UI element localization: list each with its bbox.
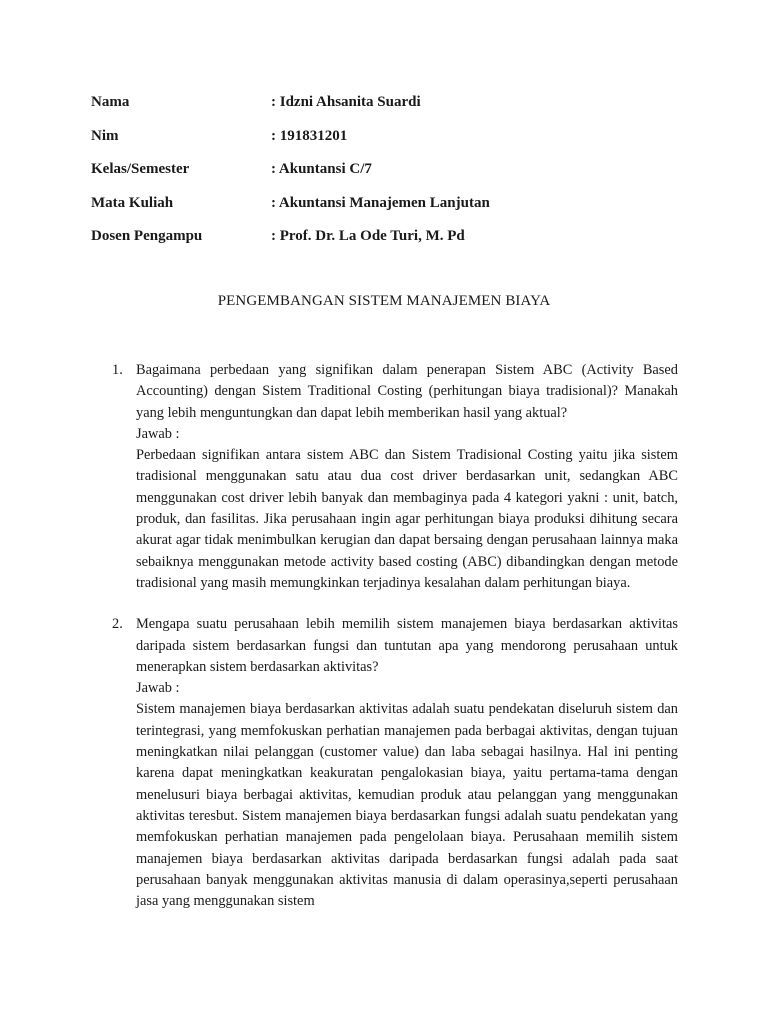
info-row-name bbox=[91, 92, 691, 126]
answer-label: Jawab : bbox=[136, 680, 180, 697]
answer-text: Sistem manajemen biaya berdasarkan aktivitas adalah suatu pendekatan diseluruh sistem dan terintegrasi, yang memfokuskan perhatian manajemen pada berbagai aktivitas, dengan tujuan meningkatkan nilai pelanggan (customer value) dan laba sebagai hasilnya. Hal ini penting karena dapat meningkatkan keakuratan pengalokasian biaya, yaitu pertama-tama dengan menelusuri biaya berbagai aktivitas, kemudian produk atau pelanggan yang menggunakan aktivitas teresbut. Sistem manajemen biaya berdasarkan fungsi adalah suatu pendekatan yang memfokuskan perhatian manajemen pada pengelolaan biaya. Perusahaan memilih sistem manajemen biaya berdasarkan aktivitas daripada berdasarkan fungsi adalah pada saat perusahaan banyak menggunakan aktivitas manusia di dalam operasinya,seperti perusahaan jasa yang menggunakan sistem bbox=[136, 701, 678, 910]
info-row-lecturer bbox=[91, 226, 691, 260]
info-value: : Akuntansi C/7 bbox=[271, 161, 372, 177]
question-text: Mengapa suatu perusahaan lebih memilih sistem manajemen biaya berdasarkan aktivitas daripada sistem berdasarkan fungsi dan tuntutan apa yang mendorong perusahaan untuk menerapkan sistem berdasarkan aktivitas? bbox=[136, 616, 678, 675]
info-value: : Akuntansi Manajemen Lanjutan bbox=[271, 194, 490, 211]
question-item bbox=[112, 360, 678, 594]
question-item bbox=[112, 614, 678, 912]
document-title: PENGEMBANGAN SISTEM MANAJEMEN BIAYA bbox=[217, 293, 551, 309]
info-row-course bbox=[91, 193, 691, 227]
question-list bbox=[112, 360, 678, 912]
info-value: : 191831201 bbox=[271, 127, 348, 144]
info-label: Kelas/Semester bbox=[91, 161, 190, 177]
answer-text: Perbedaan signifikan antara sistem ABC dan Sistem Tradisional Costing yaitu jika sistem tradisional menggunakan satu atau dua cost driver berdasarkan unit, sedangkan ABC menggunakan cost driver lebih banyak dan membaginya pada 4 kategori yakni : unit, batch, produk, dan fasilitas. Jika perusahaan ingin agar perhitungan biaya produksi dihitung secara akurat agar tidak menimbulkan kerugian dan dapat bersaing dengan perusahaan lainnya maka sebaiknya menggunakan metode activity based costing (ABC) dibandingkan dengan metode tradisional yang masih memungkinkan terjadinya kesalahan dalam perhitungan biaya. bbox=[136, 447, 678, 591]
info-value: : Prof. Dr. La Ode Turi, M. Pd bbox=[271, 228, 465, 244]
info-row-nim bbox=[91, 126, 691, 160]
student-info-table bbox=[91, 92, 691, 260]
question-number: 1. bbox=[112, 362, 123, 378]
info-label: Nim bbox=[91, 127, 119, 144]
info-label: Mata Kuliah bbox=[91, 194, 174, 211]
question-text: Bagaimana perbedaan yang signifikan dalam penerapan Sistem ABC (Activity Based Accounting) dengan Sistem Traditional Costing (perhitungan biaya tradisional)? Manakah yang lebih menguntungkan dan dapat lebih memberikan hasil yang aktual? bbox=[136, 362, 678, 421]
info-label: Nama bbox=[91, 94, 130, 110]
question-number: 2. bbox=[112, 616, 123, 633]
info-value: : Idzni Ahsanita Suardi bbox=[271, 94, 421, 110]
info-row-class bbox=[91, 159, 691, 193]
info-label: Dosen Pengampu bbox=[91, 228, 203, 244]
answer-label: Jawab : bbox=[136, 425, 180, 442]
